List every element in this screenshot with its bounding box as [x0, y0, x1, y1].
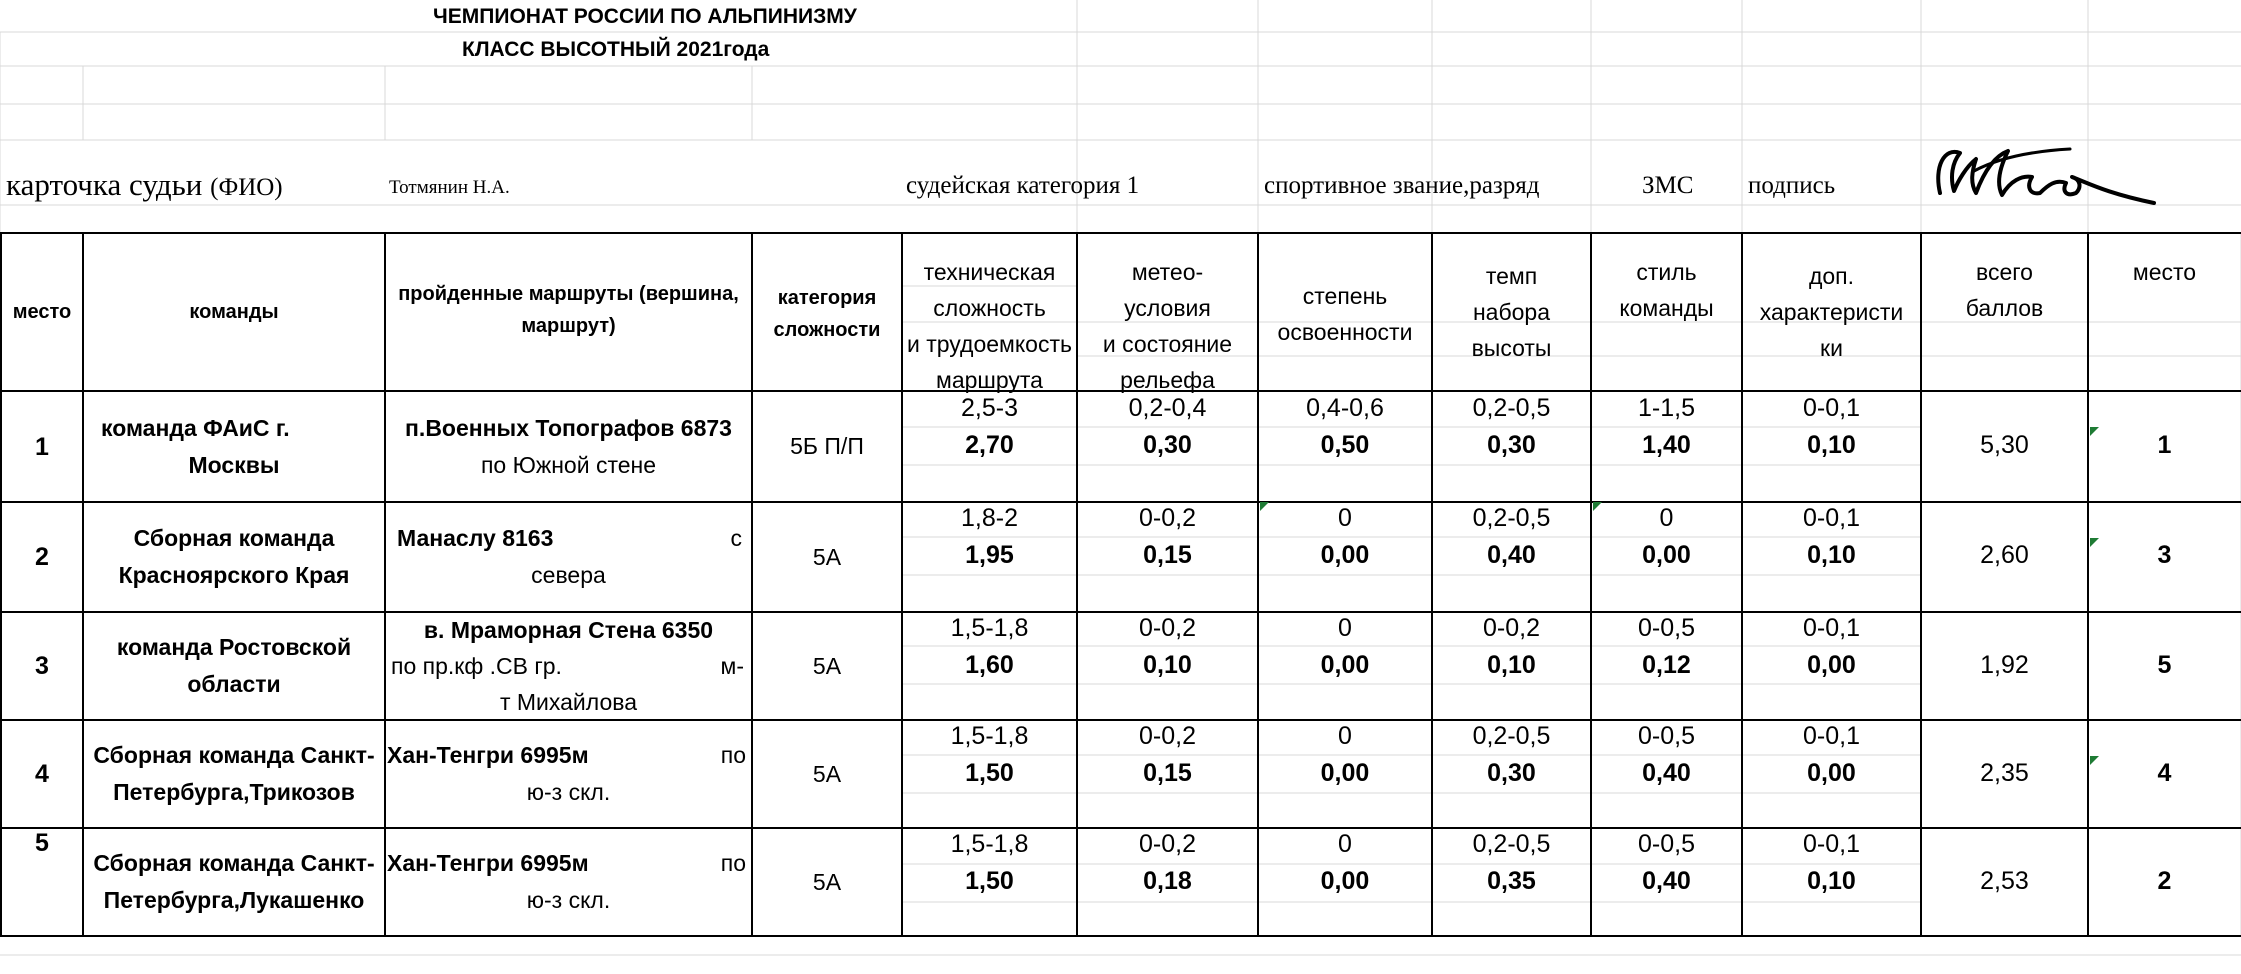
- row-2-extra-score: 0,10: [1807, 541, 1856, 569]
- row-3-meteo-score: 0,10: [1143, 651, 1192, 679]
- header-extra-line-3: ки: [1820, 335, 1843, 361]
- row-5-difficulty: 5А: [812, 868, 842, 895]
- sport-rank-label: спортивное звание,разряд: [1264, 172, 1540, 199]
- comment-marker[interactable]: [1260, 502, 1269, 511]
- row-4-difficulty: 5А: [812, 760, 842, 787]
- header-technical-line-1: техническая: [923, 259, 1056, 285]
- header-difficulty-line-1: категория: [777, 287, 877, 309]
- row-2-technical-range: 1,8-2: [961, 504, 1018, 532]
- header-technical-line-4: маршрута: [936, 367, 1043, 393]
- row-1-extra-score: 0,10: [1807, 431, 1856, 459]
- row-3-team-line-2: области: [187, 671, 281, 697]
- judge-category: судейская категория 1: [906, 172, 1140, 199]
- row-1-technical-range: 2,5-3: [961, 394, 1018, 422]
- row-1-difficulty: 5Б П/П: [790, 433, 864, 459]
- row-5-route-title: Хан-Тенгри 6995м: [387, 850, 589, 876]
- title-line-2: КЛАСС ВЫСОТНЫЙ 2021года: [462, 38, 770, 61]
- row-4-tempo-range: 0,2-0,5: [1472, 722, 1551, 750]
- row-2-team-line-1: Сборная команда: [133, 525, 335, 551]
- header-difficulty: [752, 282, 902, 346]
- sport-rank-value: ЗМС: [1642, 172, 1694, 199]
- row-1-team-line-1: команда ФАиС г.: [101, 415, 290, 441]
- row-4-team-line-1: Сборная команда Санкт-: [93, 742, 375, 768]
- row-4-style-score: 0,40: [1642, 759, 1691, 787]
- header-extra: [1742, 258, 1921, 366]
- header-difficulty-line-2: сложности: [773, 319, 881, 341]
- header-tempo-line-2: набора: [1472, 299, 1551, 325]
- row-2-final-place: 3: [2157, 541, 2172, 569]
- row-4-extra-score: 0,00: [1807, 759, 1856, 787]
- row-4-technical-score: 1,50: [965, 759, 1014, 787]
- row-5-route-sub: ю-з скл.: [526, 887, 611, 913]
- row-1-novelty-range: 0,4-0,6: [1306, 394, 1384, 422]
- row-5-tempo-range: 0,2-0,5: [1472, 830, 1551, 858]
- header-style: [1591, 254, 1742, 326]
- row-3-route-title: в. Мраморная Стена 6350: [423, 617, 714, 643]
- header-routes-line-2: маршрут): [521, 315, 616, 337]
- header-style-line-1: стиль: [1636, 259, 1697, 285]
- row-2-technical-score: 1,95: [965, 541, 1014, 569]
- header-meteo-line-4: рельефа: [1120, 367, 1215, 393]
- row-4-technical-range: 1,5-1,8: [950, 722, 1029, 750]
- row-1-style-score: 1,40: [1642, 431, 1691, 459]
- row-3-difficulty: 5А: [812, 652, 842, 679]
- row-5-novelty-score: 0,00: [1320, 867, 1370, 895]
- row-2-place: 2: [35, 543, 49, 571]
- header-style-line-2: команды: [1619, 295, 1714, 321]
- row-2-route-tail: с: [730, 525, 742, 551]
- row-3-novelty-score: 0,00: [1320, 651, 1370, 679]
- row-3-novelty-range: 0: [1338, 614, 1352, 642]
- comment-marker[interactable]: [1593, 502, 1602, 511]
- row-5-final-place: 2: [2157, 867, 2172, 895]
- header-meteo-line-3: и состояние: [1102, 331, 1233, 357]
- row-2-route-sub: севера: [531, 562, 606, 588]
- row-3-route-sub: по пр.кф .СВ гр.: [391, 653, 562, 679]
- row-5-meteo-range: 0-0,2: [1139, 830, 1196, 858]
- row-2-route-line-1: [385, 520, 752, 557]
- row-2-tempo-range: 0,2-0,5: [1472, 504, 1551, 532]
- header-place: место: [12, 301, 72, 323]
- header-total-line-1: всего: [1976, 259, 2033, 285]
- row-4-place: 4: [35, 760, 49, 788]
- header-team: команды: [189, 301, 279, 323]
- header-meteo-line-2: условия: [1124, 295, 1211, 321]
- row-5-total: 2,53: [1980, 867, 2029, 895]
- row-1-tempo-score: 0,30: [1487, 431, 1536, 459]
- row-5-place: 5: [35, 829, 49, 857]
- row-5-tempo-score: 0,35: [1487, 867, 1536, 895]
- row-3-tempo-range: 0-0,2: [1483, 614, 1540, 642]
- header-novelty-line-2: освоенности: [1277, 319, 1413, 345]
- row-5-style-score: 0,40: [1642, 867, 1691, 895]
- comment-marker[interactable]: [2090, 756, 2099, 765]
- row-4-route-line-1: [385, 737, 752, 774]
- row-5-technical-score: 1,50: [965, 867, 1014, 895]
- row-2-extra-range: 0-0,1: [1803, 504, 1860, 532]
- header-extra-line-1: доп.: [1808, 263, 1855, 289]
- row-3-technical-range: 1,5-1,8: [950, 614, 1029, 642]
- judge-card-label: [6, 165, 283, 208]
- row-4-tempo-score: 0,30: [1487, 759, 1536, 787]
- row-1-novelty-score: 0,50: [1320, 431, 1370, 459]
- row-1-extra-range: 0-0,1: [1803, 394, 1860, 422]
- row-3-extra-range: 0-0,1: [1803, 614, 1860, 642]
- row-4-route-tail: по: [720, 742, 746, 768]
- row-3-style-score: 0,12: [1642, 651, 1691, 679]
- row-4-route: [385, 737, 752, 811]
- header-tempo-line-3: высоты: [1471, 335, 1552, 361]
- row-3-meteo-range: 0-0,2: [1139, 614, 1196, 642]
- row-1-tempo-range: 0,2-0,5: [1472, 394, 1551, 422]
- row-1-route: [385, 410, 752, 484]
- row-3-extra-score: 0,00: [1807, 651, 1856, 679]
- row-4-meteo-score: 0,15: [1143, 759, 1192, 787]
- row-1-route-sub: по Южной стене: [480, 452, 657, 478]
- header-technical-line-2: сложность: [933, 295, 1046, 321]
- header-tempo: [1432, 258, 1591, 366]
- row-1-team-line-2: Москвы: [188, 452, 280, 478]
- row-5-meteo-score: 0,18: [1143, 867, 1192, 895]
- row-3-final-place: 5: [2157, 651, 2172, 679]
- row-2-style-score: 0,00: [1642, 541, 1691, 569]
- row-5-technical-range: 1,5-1,8: [950, 830, 1029, 858]
- row-3-route-sub2: т Михайлова: [499, 689, 638, 715]
- row-1-final-place: 1: [2157, 431, 2172, 459]
- row-5-route-line-1: [385, 845, 752, 882]
- header-total-line-2: баллов: [1965, 295, 2044, 321]
- row-3-team-line-1: команда Ростовской: [116, 634, 352, 660]
- row-4-route-title: Хан-Тенгри 6995м: [387, 742, 589, 768]
- row-3-team: [83, 629, 385, 703]
- row-4-style-range: 0-0,5: [1638, 722, 1695, 750]
- row-2-tempo-score: 0,40: [1487, 541, 1536, 569]
- row-4-team: [83, 737, 385, 811]
- row-3-route: [385, 612, 752, 720]
- row-5-team: [83, 845, 385, 919]
- row-3-route-tail: м-: [720, 653, 744, 679]
- row-2-meteo-score: 0,15: [1143, 541, 1192, 569]
- judge-card-text: карточка судьи: [6, 167, 203, 202]
- judge-signature: [1930, 137, 2162, 215]
- row-3-technical-score: 1,60: [965, 651, 1014, 679]
- row-1-style-range: 1-1,5: [1638, 394, 1695, 422]
- row-2-novelty-range: 0: [1338, 504, 1352, 532]
- row-3-tempo-score: 0,10: [1487, 651, 1536, 679]
- title-line-1: ЧЕМПИОНАТ РОССИИ ПО АЛЬПИНИЗМУ: [433, 5, 857, 28]
- row-4-total: 2,35: [1980, 759, 2029, 787]
- row-4-route-sub: ю-з скл.: [526, 779, 611, 805]
- header-final-place: место: [2132, 259, 2197, 285]
- row-5-extra-range: 0-0,1: [1803, 830, 1860, 858]
- row-3-route-line-2: [385, 648, 752, 684]
- row-2-style-range: 0: [1659, 504, 1674, 532]
- row-1-total: 5,30: [1980, 431, 2029, 459]
- row-4-extra-range: 0-0,1: [1803, 722, 1860, 750]
- row-5-extra-score: 0,10: [1807, 867, 1856, 895]
- row-2-team: [83, 520, 385, 594]
- row-1-place: 1: [35, 432, 49, 461]
- row-5-route-tail: по: [720, 850, 746, 876]
- row-4-novelty-score: 0,00: [1320, 759, 1370, 787]
- row-4-novelty-range: 0: [1338, 722, 1352, 750]
- row-1-meteo-score: 0,30: [1143, 431, 1192, 459]
- row-1-meteo-range: 0,2-0,4: [1128, 394, 1207, 422]
- signature-label: подпись: [1748, 172, 1836, 199]
- comment-marker[interactable]: [2090, 538, 2099, 547]
- comment-marker[interactable]: [2090, 427, 2099, 436]
- row-3-place: 3: [35, 652, 49, 680]
- row-2-difficulty: 5А: [812, 543, 842, 570]
- row-5-novelty-range: 0: [1338, 830, 1352, 858]
- header-routes-line-1: пройденные маршруты (вершина,: [398, 283, 739, 305]
- row-1-technical-score: 2,70: [965, 431, 1014, 459]
- header-novelty-line-1: степень: [1302, 283, 1388, 309]
- row-4-final-place: 4: [2157, 759, 2172, 787]
- row-2-total: 2,60: [1980, 541, 2029, 569]
- row-5-style-range: 0-0,5: [1638, 830, 1695, 858]
- row-1-team: [83, 410, 385, 484]
- row-2-team-line-2: Красноярского Края: [118, 562, 350, 588]
- row-3-style-range: 0-0,5: [1638, 614, 1695, 642]
- judge-fio-label: (ФИО): [210, 174, 283, 201]
- row-2-route-title: Манаслу 8163: [397, 525, 554, 551]
- judge-name: Тотмянин Н.А.: [389, 177, 510, 198]
- header-meteo: [1077, 254, 1258, 398]
- row-4-team-line-2: Петербурга,Трикозов: [113, 779, 355, 805]
- row-5-team-line-2: Петербурга,Лукашенко: [103, 887, 365, 913]
- row-3-total: 1,92: [1980, 651, 2029, 679]
- header-extra-line-2: характеристи: [1759, 299, 1904, 325]
- header-novelty: [1258, 278, 1432, 350]
- header-routes: [385, 278, 752, 342]
- header-total: [1921, 254, 2088, 326]
- row-5-team-line-1: Сборная команда Санкт-: [93, 850, 375, 876]
- header-meteo-line-1: метео-: [1131, 259, 1204, 285]
- row-1-route-title: п.Военных Топографов 6873: [405, 415, 732, 441]
- header-tempo-line-1: темп: [1485, 263, 1538, 289]
- header-technical-line-3: и трудоемкость: [907, 331, 1072, 357]
- row-2-route: [385, 520, 752, 594]
- row-2-meteo-range: 0-0,2: [1139, 504, 1196, 532]
- header-technical: [902, 254, 1077, 398]
- row-4-meteo-range: 0-0,2: [1139, 722, 1196, 750]
- row-2-novelty-score: 0,00: [1320, 541, 1370, 569]
- row-5-route: [385, 845, 752, 919]
